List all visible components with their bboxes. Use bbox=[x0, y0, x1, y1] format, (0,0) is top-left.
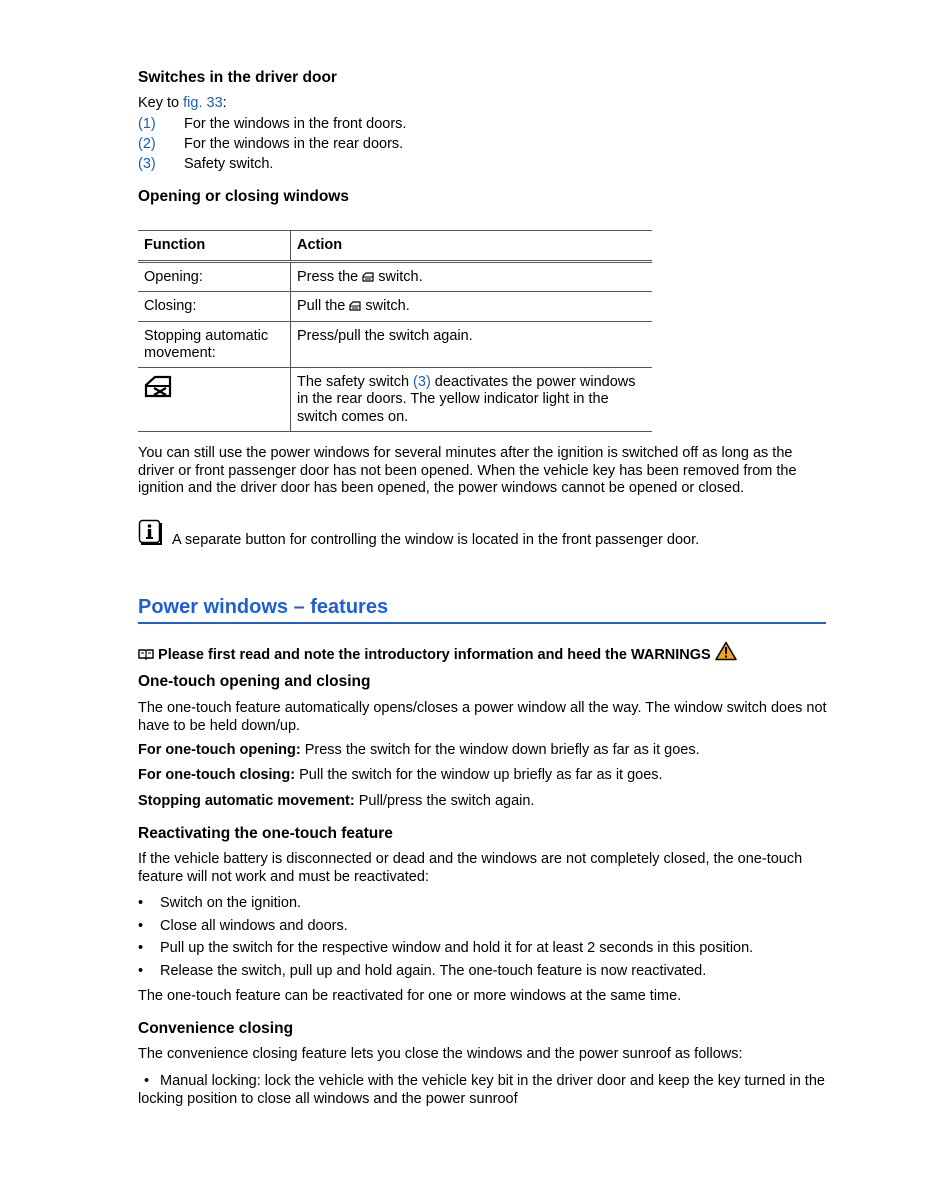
safety-post: deactivates the power windows in the rear doors. The yellow indicator light in the switch comes on. bbox=[297, 373, 636, 425]
key-item-text: For the windows in the front doors. bbox=[184, 116, 407, 132]
read-first-line bbox=[138, 641, 737, 663]
ignition-paragraph: You can still use the power windows for several minutes after the ignition is switched off as long as the driver or front passenger door has not been opened. When the vehicle key has been removed from the ignition and the driver door has been opened, the power windows cannot be opened or closed. bbox=[138, 445, 797, 496]
key-item-text: Safety switch. bbox=[184, 156, 274, 172]
table-row bbox=[138, 368, 652, 433]
bullet-dot: • bbox=[138, 940, 144, 956]
key-item-number[interactable]: (3) bbox=[138, 156, 156, 172]
convenience-heading: Convenience closing bbox=[138, 1020, 294, 1037]
reactivating-outro: The one-touch feature can be reactivated for one or more windows at the same time. bbox=[138, 988, 682, 1004]
fig-link[interactable]: fig. 33 bbox=[183, 95, 223, 111]
one-touch-closing bbox=[138, 767, 663, 785]
action-cell bbox=[291, 368, 652, 432]
bullet-text: Switch on the ignition. bbox=[160, 895, 302, 911]
convenience-intro: The convenience closing feature lets you close the windows and the power sunroof as follows: bbox=[138, 1046, 743, 1062]
opening-text: Press the switch for the window down briefly as far as it goes. bbox=[300, 742, 700, 758]
section-divider bbox=[138, 622, 826, 624]
action-post: switch. bbox=[374, 268, 423, 285]
window-switch-icon bbox=[349, 300, 361, 311]
stopping-movement bbox=[138, 793, 534, 811]
action-cell: Press/pull the switch again. bbox=[297, 327, 473, 344]
book-icon bbox=[138, 648, 154, 660]
info-icon bbox=[138, 519, 163, 546]
bullet-dot: • bbox=[138, 963, 144, 979]
key-item-number[interactable]: (2) bbox=[138, 136, 156, 152]
list-item bbox=[138, 1073, 828, 1108]
one-touch-opening bbox=[138, 742, 700, 760]
one-touch-intro: The one-touch feature automatically opens/closes a power window all the way. The window switch does not have to be held down/up. bbox=[138, 700, 827, 734]
action-cell bbox=[291, 292, 652, 321]
key-suffix: : bbox=[222, 95, 227, 111]
closing-text: Pull the switch for the window up briefly as far as it goes. bbox=[295, 767, 663, 783]
function-cell: Stopping automatic movement: bbox=[138, 322, 291, 367]
warning-icon[interactable] bbox=[715, 641, 737, 661]
section-title: Power windows – features bbox=[138, 596, 389, 618]
action-pre: Press the bbox=[297, 268, 363, 285]
stopping-text: Pull/press the switch again. bbox=[354, 793, 535, 809]
bullet-dot: • bbox=[138, 918, 144, 934]
stopping-label: Stopping automatic movement: bbox=[138, 793, 355, 809]
bullet-dot: • bbox=[138, 895, 144, 911]
reactivating-heading: Reactivating the one-touch feature bbox=[138, 825, 393, 842]
window-lock-icon bbox=[144, 374, 174, 400]
table-header-row bbox=[138, 231, 652, 263]
safety-pre: The safety switch bbox=[297, 373, 414, 390]
function-cell bbox=[138, 368, 291, 432]
closing-label: For one-touch closing: bbox=[138, 767, 296, 783]
bullet-text: Manual locking: lock the vehicle with the vehicle key bit in the driver door and keep the key turned in the locking position to close all windows and the power sunroof bbox=[138, 1073, 825, 1107]
bullet-text: Pull up the switch for the respective window and hold it for at least 2 seconds in this position. bbox=[160, 940, 754, 956]
key-item-number[interactable]: (1) bbox=[138, 116, 156, 132]
function-table bbox=[138, 230, 652, 432]
bullet-dot: • bbox=[144, 1073, 150, 1089]
function-cell: Closing: bbox=[138, 292, 291, 321]
action-pre: Pull the bbox=[297, 298, 350, 314]
one-touch-heading: One-touch opening and closing bbox=[138, 673, 371, 690]
action-cell bbox=[291, 263, 652, 292]
safety-link[interactable]: (3) bbox=[413, 373, 431, 390]
function-cell: Opening: bbox=[138, 263, 291, 292]
key-prefix: Key to bbox=[138, 95, 184, 111]
opening-label: For one-touch opening: bbox=[138, 742, 301, 758]
read-first-text[interactable]: Please first read and note the introductory information and heed the WARNINGS bbox=[158, 647, 711, 663]
table-row bbox=[138, 263, 652, 293]
key-line bbox=[138, 95, 227, 113]
col-function-header: Function bbox=[138, 231, 291, 260]
table-row bbox=[138, 322, 652, 368]
window-switch-icon bbox=[362, 271, 374, 282]
bullet-text: Release the switch, pull up and hold again. The one-touch feature is now reactivated. bbox=[160, 963, 707, 979]
bullet-text: Close all windows and doors. bbox=[160, 918, 348, 934]
table-row bbox=[138, 292, 652, 322]
action-post: switch. bbox=[361, 298, 410, 314]
key-item-text: For the windows in the rear doors. bbox=[184, 136, 404, 152]
col-action-header: Action bbox=[297, 237, 343, 253]
note-text: A separate button for controlling the window is located in the front passenger door. bbox=[172, 532, 700, 548]
switches-heading: Switches in the driver door bbox=[138, 69, 337, 86]
reactivating-intro: If the vehicle battery is disconnected or dead and the windows are not completely closed, the one-touch feature will not work and must be reactivated: bbox=[138, 851, 803, 885]
opening-heading: Opening or closing windows bbox=[138, 188, 349, 205]
